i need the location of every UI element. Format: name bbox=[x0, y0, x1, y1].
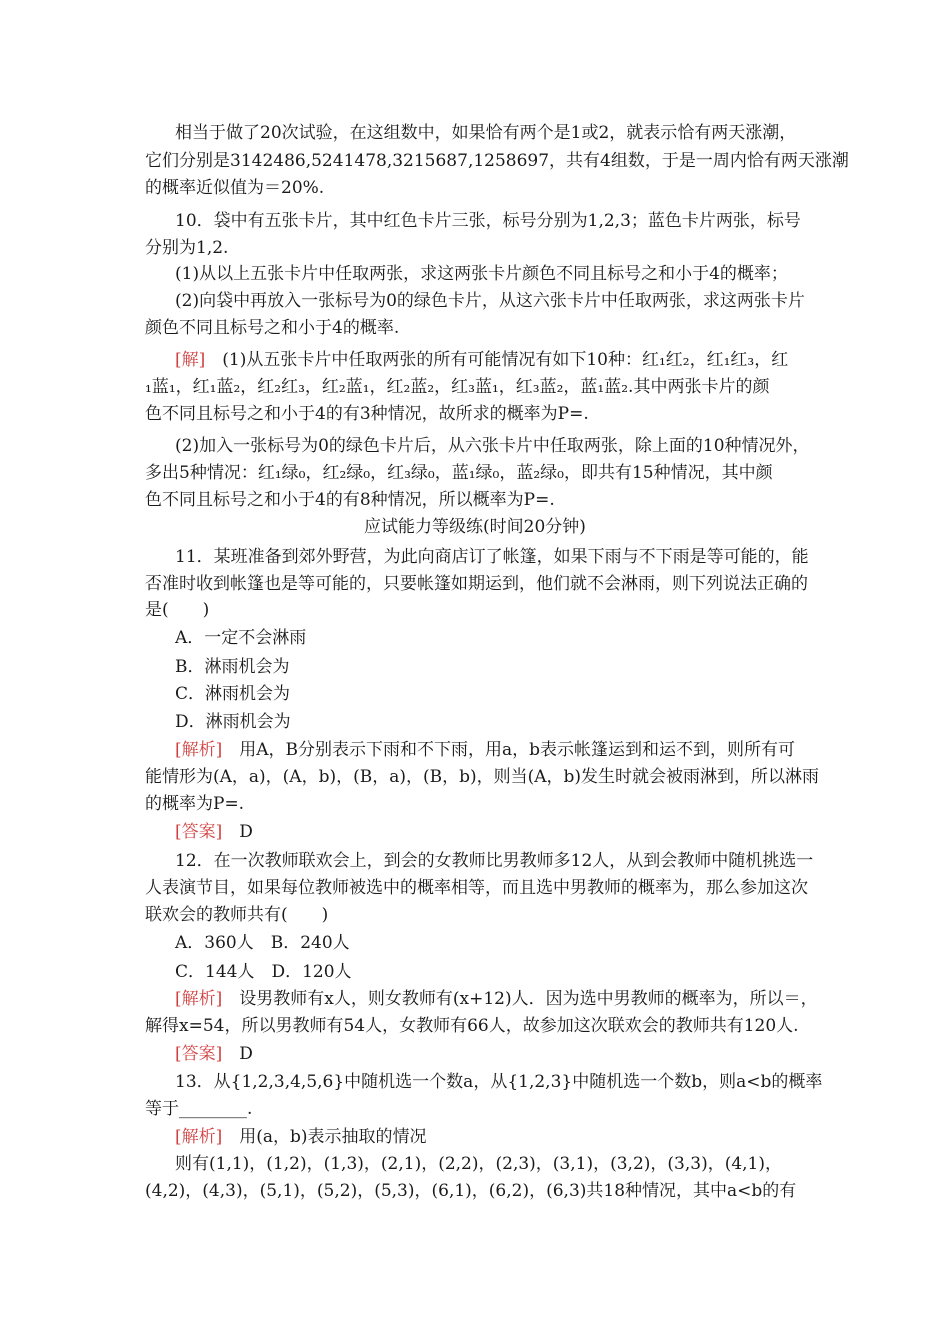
line-text: D．淋雨机会为 bbox=[175, 712, 291, 732]
text-line-32 bbox=[175, 989, 818, 1011]
line-text: 颜色不同且标号之和小于4的概率. bbox=[145, 318, 400, 338]
text-line-24 bbox=[145, 767, 819, 789]
text-line-17 bbox=[145, 574, 808, 596]
text-line-20 bbox=[175, 657, 290, 679]
line-text: (2)向袋中再放入一张标号为0的绿色卡片，从这六张卡片中任取两张，求这两张卡片 bbox=[175, 291, 805, 311]
text-line-2 bbox=[145, 151, 849, 173]
line-text: 是( ) bbox=[145, 600, 210, 620]
text-line-15 bbox=[0, 517, 950, 539]
line-text: D bbox=[222, 822, 253, 842]
text-line-39 bbox=[145, 1181, 796, 1203]
line-text: 则有(1,1)，(1,2)，(1,3)，(2,1)，(2,2)，(2,3)，(3,1)，(3,2)，(3,3)，(4,1)， bbox=[175, 1154, 783, 1174]
text-line-3 bbox=[145, 178, 324, 200]
line-text: 等于________. bbox=[145, 1099, 253, 1119]
answer-tag: [解] bbox=[175, 350, 206, 370]
text-line-29 bbox=[145, 905, 328, 927]
line-text: 设男教师有x人，则女教师有(x+12)人．因为选中男教师的概率为，所以＝， bbox=[222, 989, 818, 1009]
line-text: B．淋雨机会为 bbox=[175, 657, 290, 677]
line-text: (4,2)，(4,3)，(5,1)，(5,2)，(5,3)，(6,1)，(6,2)，(6,3)共18种情况，其中a<b的有 bbox=[145, 1181, 797, 1201]
text-line-12 bbox=[175, 436, 810, 458]
text-line-27 bbox=[175, 851, 813, 873]
line-text: (1)从五张卡片中任取两张的所有可能情况有如下10种：红₁红₂，红₁红₃，红 bbox=[205, 350, 789, 370]
line-text: 应试能力等级练(时间20分钟) bbox=[364, 517, 586, 537]
line-text: (1)从以上五张卡片中任取两张，求这两张卡片颜色不同且标号之和小于4的概率； bbox=[175, 264, 788, 284]
answer-tag: [答案] bbox=[175, 1044, 223, 1064]
text-line-7 bbox=[175, 291, 805, 313]
text-line-5 bbox=[145, 238, 228, 260]
line-text: C．淋雨机会为 bbox=[175, 684, 291, 704]
line-text: C．144人 D．120人 bbox=[175, 962, 352, 982]
line-text: A．一定不会淋雨 bbox=[175, 628, 307, 648]
line-text: 解得x=54，所以男教师有54人，女教师有66人，故参加这次联欢会的教师共有120人. bbox=[145, 1016, 799, 1036]
text-line-25 bbox=[145, 794, 244, 816]
line-text: 色不同且标号之和小于4的有8种情况，所以概率为P=. bbox=[145, 490, 555, 510]
line-text: 多出5种情况：红₁绿₀，红₂绿₀，红₃绿₀，蓝₁绿₀，蓝₂绿₀，即共有15种情况，其中颜 bbox=[145, 463, 773, 483]
line-text: A．360人 B．240人 bbox=[175, 933, 350, 953]
text-line-10 bbox=[145, 377, 769, 399]
line-text: 的概率近似值为＝20%. bbox=[145, 178, 325, 198]
line-text: 10．袋中有五张卡片，其中红色卡片三张，标号分别为1,2,3；蓝色卡片两张，标号 bbox=[175, 211, 801, 231]
text-line-18 bbox=[145, 600, 209, 622]
line-text: 的概率为P=. bbox=[145, 794, 245, 814]
line-text: 人表演节目，如果每位教师被选中的概率相等，而且选中男教师的概率为，那么参加这次 bbox=[145, 878, 808, 898]
text-line-26 bbox=[175, 822, 253, 844]
line-text: 12．在一次教师联欢会上，到会的女教师比男教师多12人，从到会教师中随机挑选一 bbox=[175, 851, 814, 871]
text-line-16 bbox=[175, 547, 809, 569]
answer-tag: [答案] bbox=[175, 822, 223, 842]
text-line-36 bbox=[145, 1099, 252, 1121]
text-line-11 bbox=[145, 404, 589, 426]
text-line-33 bbox=[145, 1016, 799, 1038]
text-line-23 bbox=[175, 740, 795, 762]
text-line-1 bbox=[175, 123, 796, 145]
line-text: 用(a，b)表示抽取的情况 bbox=[222, 1127, 427, 1147]
answer-tag: [解析] bbox=[175, 989, 223, 1009]
text-line-31 bbox=[175, 962, 352, 984]
text-line-28 bbox=[145, 878, 808, 900]
line-text: 分别为1,2. bbox=[145, 238, 229, 258]
line-text: 相当于做了20次试验，在这组数中，如果恰有两个是1或2，就表示恰有两天涨潮， bbox=[175, 123, 797, 143]
text-line-37 bbox=[175, 1127, 427, 1149]
line-text: 联欢会的教师共有( ) bbox=[145, 905, 329, 925]
text-line-21 bbox=[175, 684, 290, 706]
line-text: 否准时收到帐篷也是等可能的，只要帐篷如期运到，他们就不会淋雨，则下列说法正确的 bbox=[145, 574, 808, 594]
line-text: ₁蓝₁，红₁蓝₂，红₂红₃，红₂蓝₁，红₂蓝₂，红₃蓝₁，红₃蓝₂，蓝₁蓝₂.其中两张卡片的颜 bbox=[145, 377, 770, 397]
answer-tag: [解析] bbox=[175, 1127, 223, 1147]
line-text: 它们分别是3142486,5241478,3215687,1258697，共有4组数，于是一周内恰有两天涨潮 bbox=[145, 151, 849, 171]
line-text: D bbox=[222, 1044, 253, 1064]
text-line-34 bbox=[175, 1044, 253, 1066]
text-line-30 bbox=[175, 933, 350, 955]
text-line-14 bbox=[145, 490, 555, 512]
text-line-8 bbox=[145, 318, 399, 340]
text-line-9 bbox=[175, 350, 788, 372]
text-line-19 bbox=[175, 628, 306, 650]
text-line-22 bbox=[175, 712, 291, 734]
text-line-38 bbox=[175, 1154, 782, 1176]
text-line-4 bbox=[175, 211, 801, 233]
line-text: 13．从{1,2,3,4,5,6}中随机选一个数a，从{1,2,3}中随机选一个数b，则a<b的概率 bbox=[175, 1072, 823, 1092]
text-line-35 bbox=[175, 1072, 822, 1094]
line-text: 11．某班准备到郊外野营，为此向商店订了帐篷，如果下雨与不下雨是等可能的，能 bbox=[175, 547, 809, 567]
line-text: 能情形为(A，a)，(A，b)，(B，a)，(B，b)，则当(A，b)发生时就会被雨淋到，所以淋雨 bbox=[145, 767, 820, 787]
line-text: 色不同且标号之和小于4的有3种情况，故所求的概率为P=. bbox=[145, 404, 589, 424]
line-text: (2)加入一张标号为0的绿色卡片后，从六张卡片中任取两张，除上面的10种情况外， bbox=[175, 436, 810, 456]
text-line-6 bbox=[175, 264, 788, 286]
line-text: 用A，B分别表示下雨和不下雨，用a，b表示帐篷运到和运不到，则所有可 bbox=[222, 740, 796, 760]
answer-tag: [解析] bbox=[175, 740, 223, 760]
text-line-13 bbox=[145, 463, 773, 485]
